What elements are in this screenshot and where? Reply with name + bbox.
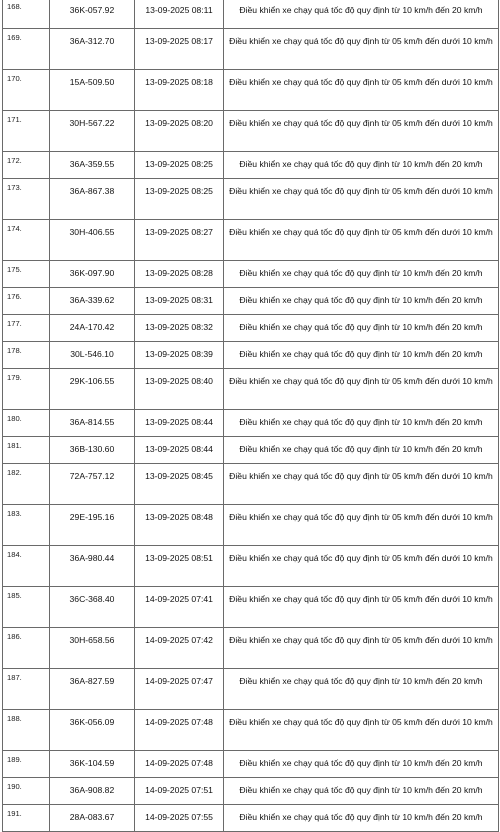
license-plate: 30L-546.10 [50, 342, 135, 369]
row-number: 173. [3, 179, 50, 220]
row-number: 191. [3, 805, 50, 832]
violation-time: 14-09-2025 07:48 [135, 710, 224, 751]
violation-description: Điều khiển xe chạy quá tốc độ quy định từ 10 km/h đến 20 km/h [224, 669, 499, 710]
row-number: 177. [3, 315, 50, 342]
license-plate: 36A-867.38 [50, 179, 135, 220]
violation-description: Điều khiển xe chạy quá tốc độ quy định từ 10 km/h đến 20 km/h [224, 751, 499, 778]
table-body [3, 0, 499, 832]
license-plate: 36K-097.90 [50, 261, 135, 288]
violation-time: 13-09-2025 08:31 [135, 288, 224, 315]
table-row [3, 111, 499, 152]
table-row [3, 546, 499, 587]
violation-time: 13-09-2025 08:44 [135, 437, 224, 464]
row-number: 188. [3, 710, 50, 751]
violation-description: Điều khiển xe chạy quá tốc độ quy định từ 10 km/h đến 20 km/h [224, 0, 499, 29]
row-number: 189. [3, 751, 50, 778]
table-row [3, 751, 499, 778]
violation-description: Điều khiển xe chạy quá tốc độ quy định từ 05 km/h đến dưới 10 km/h [224, 505, 499, 546]
violation-description: Điều khiển xe chạy quá tốc độ quy định từ 05 km/h đến dưới 10 km/h [224, 628, 499, 669]
violation-description: Điều khiển xe chạy quá tốc độ quy định từ 10 km/h đến 20 km/h [224, 778, 499, 805]
violation-description: Điều khiển xe chạy quá tốc độ quy định từ 10 km/h đến 20 km/h [224, 288, 499, 315]
table-row [3, 437, 499, 464]
table-row [3, 152, 499, 179]
violation-description: Điều khiển xe chạy quá tốc độ quy định từ 10 km/h đến 20 km/h [224, 342, 499, 369]
violation-time: 13-09-2025 08:11 [135, 0, 224, 29]
table-row [3, 29, 499, 70]
license-plate: 36A-908.82 [50, 778, 135, 805]
license-plate: 36A-980.44 [50, 546, 135, 587]
row-number: 181. [3, 437, 50, 464]
row-number: 186. [3, 628, 50, 669]
violation-time: 13-09-2025 08:25 [135, 152, 224, 179]
violation-description: Điều khiển xe chạy quá tốc độ quy định từ 05 km/h đến dưới 10 km/h [224, 179, 499, 220]
row-number: 182. [3, 464, 50, 505]
license-plate: 36A-339.62 [50, 288, 135, 315]
license-plate: 24A-170.42 [50, 315, 135, 342]
violation-time: 13-09-2025 08:39 [135, 342, 224, 369]
violation-description: Điều khiển xe chạy quá tốc độ quy định từ 05 km/h đến dưới 10 km/h [224, 29, 499, 70]
license-plate: 36K-056.09 [50, 710, 135, 751]
table-row [3, 179, 499, 220]
table-row [3, 0, 499, 29]
license-plate: 36B-130.60 [50, 437, 135, 464]
violation-time: 13-09-2025 08:18 [135, 70, 224, 111]
violation-description: Điều khiển xe chạy quá tốc độ quy định từ 10 km/h đến 20 km/h [224, 437, 499, 464]
row-number: 190. [3, 778, 50, 805]
table-row [3, 505, 499, 546]
violation-time: 13-09-2025 08:44 [135, 410, 224, 437]
table-row [3, 778, 499, 805]
table-row [3, 587, 499, 628]
violation-time: 13-09-2025 08:51 [135, 546, 224, 587]
row-number: 171. [3, 111, 50, 152]
violation-time: 13-09-2025 08:45 [135, 464, 224, 505]
row-number: 175. [3, 261, 50, 288]
row-number: 187. [3, 669, 50, 710]
license-plate: 72A-757.12 [50, 464, 135, 505]
table-row [3, 70, 499, 111]
violation-time: 13-09-2025 08:25 [135, 179, 224, 220]
violation-time: 14-09-2025 07:41 [135, 587, 224, 628]
violation-time: 13-09-2025 08:32 [135, 315, 224, 342]
table-row [3, 410, 499, 437]
row-number: 185. [3, 587, 50, 628]
license-plate: 30H-567.22 [50, 111, 135, 152]
license-plate: 30H-658.56 [50, 628, 135, 669]
violation-description: Điều khiển xe chạy quá tốc độ quy định từ 05 km/h đến dưới 10 km/h [224, 546, 499, 587]
row-number: 169. [3, 29, 50, 70]
license-plate: 28A-083.67 [50, 805, 135, 832]
row-number: 184. [3, 546, 50, 587]
violation-description: Điều khiển xe chạy quá tốc độ quy định từ 10 km/h đến 20 km/h [224, 261, 499, 288]
license-plate: 36C-368.40 [50, 587, 135, 628]
violation-time: 13-09-2025 08:17 [135, 29, 224, 70]
violation-time: 14-09-2025 07:55 [135, 805, 224, 832]
row-number: 170. [3, 70, 50, 111]
license-plate: 36K-104.59 [50, 751, 135, 778]
violation-time: 14-09-2025 07:47 [135, 669, 224, 710]
table-row [3, 261, 499, 288]
violation-description: Điều khiển xe chạy quá tốc độ quy định từ 05 km/h đến dưới 10 km/h [224, 70, 499, 111]
violation-time: 13-09-2025 08:48 [135, 505, 224, 546]
violation-time: 13-09-2025 08:20 [135, 111, 224, 152]
row-number: 174. [3, 220, 50, 261]
violation-time: 14-09-2025 07:42 [135, 628, 224, 669]
license-plate: 36A-312.70 [50, 29, 135, 70]
license-plate: 36K-057.92 [50, 0, 135, 29]
violation-time: 14-09-2025 07:51 [135, 778, 224, 805]
license-plate: 30H-406.55 [50, 220, 135, 261]
table-row [3, 315, 499, 342]
violation-description: Điều khiển xe chạy quá tốc độ quy định từ 05 km/h đến dưới 10 km/h [224, 111, 499, 152]
license-plate: 36A-359.55 [50, 152, 135, 179]
violation-description: Điều khiển xe chạy quá tốc độ quy định từ 05 km/h đến dưới 10 km/h [224, 369, 499, 410]
violation-time: 13-09-2025 08:40 [135, 369, 224, 410]
row-number: 183. [3, 505, 50, 546]
table-row [3, 288, 499, 315]
license-plate: 29E-195.16 [50, 505, 135, 546]
row-number: 176. [3, 288, 50, 315]
table-row [3, 669, 499, 710]
table-row [3, 342, 499, 369]
table-row [3, 369, 499, 410]
violation-description: Điều khiển xe chạy quá tốc độ quy định từ 05 km/h đến dưới 10 km/h [224, 220, 499, 261]
license-plate: 15A-509.50 [50, 70, 135, 111]
row-number: 180. [3, 410, 50, 437]
violation-time: 14-09-2025 07:48 [135, 751, 224, 778]
table-row [3, 710, 499, 751]
row-number: 179. [3, 369, 50, 410]
violation-description: Điều khiển xe chạy quá tốc độ quy định từ 05 km/h đến dưới 10 km/h [224, 710, 499, 751]
table-row [3, 220, 499, 261]
license-plate: 29K-106.55 [50, 369, 135, 410]
violation-description: Điều khiển xe chạy quá tốc độ quy định từ 05 km/h đến dưới 10 km/h [224, 587, 499, 628]
violation-time: 13-09-2025 08:28 [135, 261, 224, 288]
row-number: 178. [3, 342, 50, 369]
violations-table [2, 0, 499, 832]
row-number: 172. [3, 152, 50, 179]
violation-description: Điều khiển xe chạy quá tốc độ quy định từ 10 km/h đến 20 km/h [224, 410, 499, 437]
violation-description: Điều khiển xe chạy quá tốc độ quy định từ 10 km/h đến 20 km/h [224, 152, 499, 179]
table-row [3, 805, 499, 832]
table-row [3, 628, 499, 669]
license-plate: 36A-827.59 [50, 669, 135, 710]
violation-description: Điều khiển xe chạy quá tốc độ quy định từ 05 km/h đến dưới 10 km/h [224, 464, 499, 505]
row-number: 168. [3, 0, 50, 29]
table-row [3, 464, 499, 505]
violation-time: 13-09-2025 08:27 [135, 220, 224, 261]
violation-description: Điều khiển xe chạy quá tốc độ quy định từ 10 km/h đến 20 km/h [224, 315, 499, 342]
violation-description: Điều khiển xe chạy quá tốc độ quy định từ 10 km/h đến 20 km/h [224, 805, 499, 832]
license-plate: 36A-814.55 [50, 410, 135, 437]
